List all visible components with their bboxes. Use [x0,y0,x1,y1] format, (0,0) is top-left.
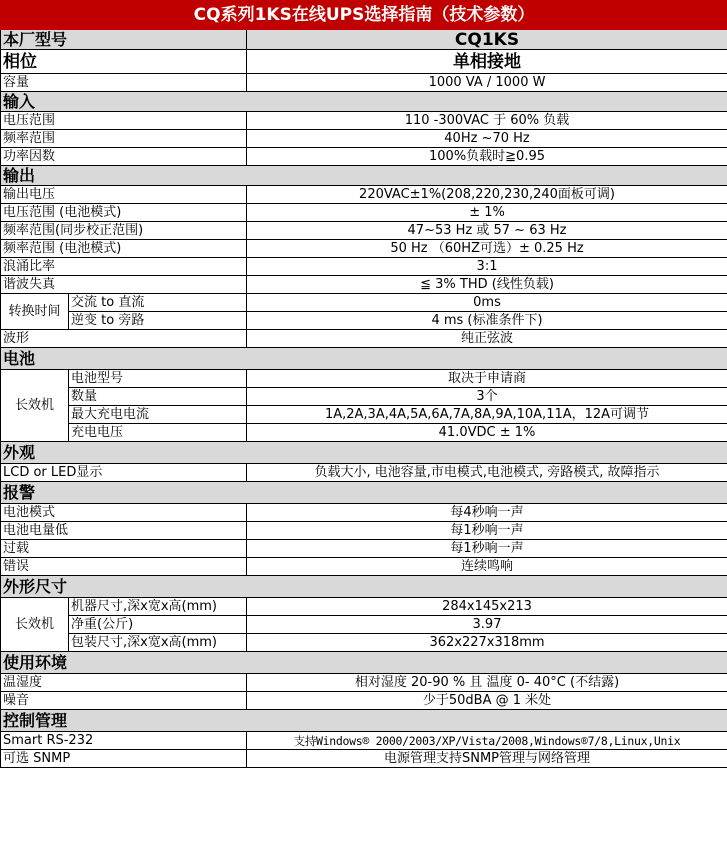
section-heading: 报警 [1,482,727,504]
spec-row [1,558,727,576]
transfer-time-label: 转换时间 [1,294,69,330]
spec-label: 浪涌比率 [1,258,247,276]
section-input [1,92,727,112]
spec-row [1,222,727,240]
phase-row [1,50,727,74]
spec-row [1,634,727,652]
spec-label: 净重(公斤) [69,616,247,634]
section-heading: 外形尺寸 [1,576,727,598]
section-heading: 输出 [1,166,727,186]
spec-label: 过载 [1,540,247,558]
section-environment [1,652,727,674]
section-battery [1,348,727,370]
section-heading: 电池 [1,348,727,370]
section-alarm [1,482,727,504]
spec-row [1,504,727,522]
spec-row [1,692,727,710]
spec-value: 0ms [247,294,727,312]
spec-value: ≦ 3% THD (线性负载) [247,276,727,294]
spec-label: 功率因数 [1,148,247,166]
spec-label: 数量 [69,388,247,406]
spec-label: 交流 to 直流 [69,294,247,312]
spec-label: 噪音 [1,692,247,710]
spec-value: 3个 [247,388,727,406]
spec-row [1,204,727,222]
spec-label: 逆变 to 旁路 [69,312,247,330]
dimensions-group-label: 长效机 [1,598,69,652]
spec-row [1,330,727,348]
spec-row [1,112,727,130]
spec-row [1,294,727,312]
phase-label: 相位 [1,50,247,74]
title-row [1,1,727,30]
spec-value: 4 ms (标准条件下) [247,312,727,330]
spec-value: 连续鸣响 [247,558,727,576]
spec-row [1,674,727,692]
spec-label: 错误 [1,558,247,576]
spec-value: 100%负载时≧0.95 [247,148,727,166]
spec-value: ± 1% [247,204,727,222]
spec-value: 负载大小, 电池容量,市电模式,电池模式, 旁路模式, 故障指示 [247,464,727,482]
section-appearance [1,442,727,464]
spec-row [1,276,727,294]
spec-value: 每4秒响一声 [247,504,727,522]
section-heading: 使用环境 [1,652,727,674]
spec-row [1,370,727,388]
spec-value: 284x145x213 [247,598,727,616]
section-output [1,166,727,186]
spec-row [1,130,727,148]
spec-label: 频率范围 (电池模式) [1,240,247,258]
spec-label: LCD or LED显示 [1,464,247,482]
spec-row [1,258,727,276]
spec-value: 每1秒响一声 [247,540,727,558]
capacity-label: 容量 [1,74,247,92]
spec-value: 相对湿度 20-90 % 且 温度 0- 40°C (不结露) [247,674,727,692]
spec-value: 支持Windows® 2000/2003/XP/Vista/2008,Windows®7/8,Linux,Unix [247,732,727,750]
spec-label: 频率范围(同步校正范围) [1,222,247,240]
spec-label: 电压范围 [1,112,247,130]
spec-row [1,388,727,406]
spec-value: 1A,2A,3A,4A,5A,6A,7A,8A,9A,10A,11A，12A可调节 [247,406,727,424]
spec-label: 充电电压 [69,424,247,442]
spec-row [1,186,727,204]
spec-label: 电池型号 [69,370,247,388]
section-management [1,710,727,732]
section-dimensions [1,576,727,598]
spec-value: 3.97 [247,616,727,634]
spec-label: 包装尺寸,深x宽x高(mm) [69,634,247,652]
spec-row [1,148,727,166]
spec-value: 50 Hz （60HZ可选）± 0.25 Hz [247,240,727,258]
spec-row [1,732,727,750]
spec-row [1,406,727,424]
section-heading: 外观 [1,442,727,464]
spec-row [1,424,727,442]
model-row [1,30,727,50]
spec-label: 电池电量低 [1,522,247,540]
spec-row [1,616,727,634]
spec-value: 362x227x318mm [247,634,727,652]
spec-value: 41.0VDC ± 1% [247,424,727,442]
battery-group-label: 长效机 [1,370,69,442]
spec-row [1,598,727,616]
spec-value: 纯正弦波 [247,330,727,348]
spec-label: 可选 SNMP [1,750,247,768]
spec-row [1,312,727,330]
spec-value: 3:1 [247,258,727,276]
spec-row [1,240,727,258]
spec-value: 40Hz ~70 Hz [247,130,727,148]
spec-label: 波形 [1,330,247,348]
spec-value: 取决于申请商 [247,370,727,388]
model-label: 本厂型号 [1,30,247,50]
capacity-row [1,74,727,92]
capacity-value: 1000 VA / 1000 W [247,74,727,92]
spec-label: Smart RS-232 [1,732,247,750]
spec-label: 温湿度 [1,674,247,692]
spec-label: 谐波失真 [1,276,247,294]
spec-value: 电源管理支持SNMP管理与网络管理 [247,750,727,768]
model-value: CQ1KS [247,30,727,50]
spec-label: 频率范围 [1,130,247,148]
spec-label: 电压范围 (电池模式) [1,204,247,222]
spec-value: 少于50dBA @ 1 米处 [247,692,727,710]
spec-value: 每1秒响一声 [247,522,727,540]
spec-label: 机器尺寸,深x宽x高(mm) [69,598,247,616]
phase-value: 单相接地 [247,50,727,74]
spec-value: 110 -300VAC 于 60% 负载 [247,112,727,130]
spec-row [1,522,727,540]
spec-label: 最大充电电流 [69,406,247,424]
spec-label: 输出电压 [1,186,247,204]
spec-value: 220VAC±1%(208,220,230,240面板可调) [247,186,727,204]
page-title: CQ系列1KS在线UPS选择指南（技术参数） [1,1,727,30]
spec-value: 47~53 Hz 或 57 ~ 63 Hz [247,222,727,240]
section-heading: 控制管理 [1,710,727,732]
spec-label: 电池模式 [1,504,247,522]
spec-row [1,464,727,482]
section-heading: 输入 [1,92,727,112]
spec-row [1,750,727,768]
spec-row [1,540,727,558]
